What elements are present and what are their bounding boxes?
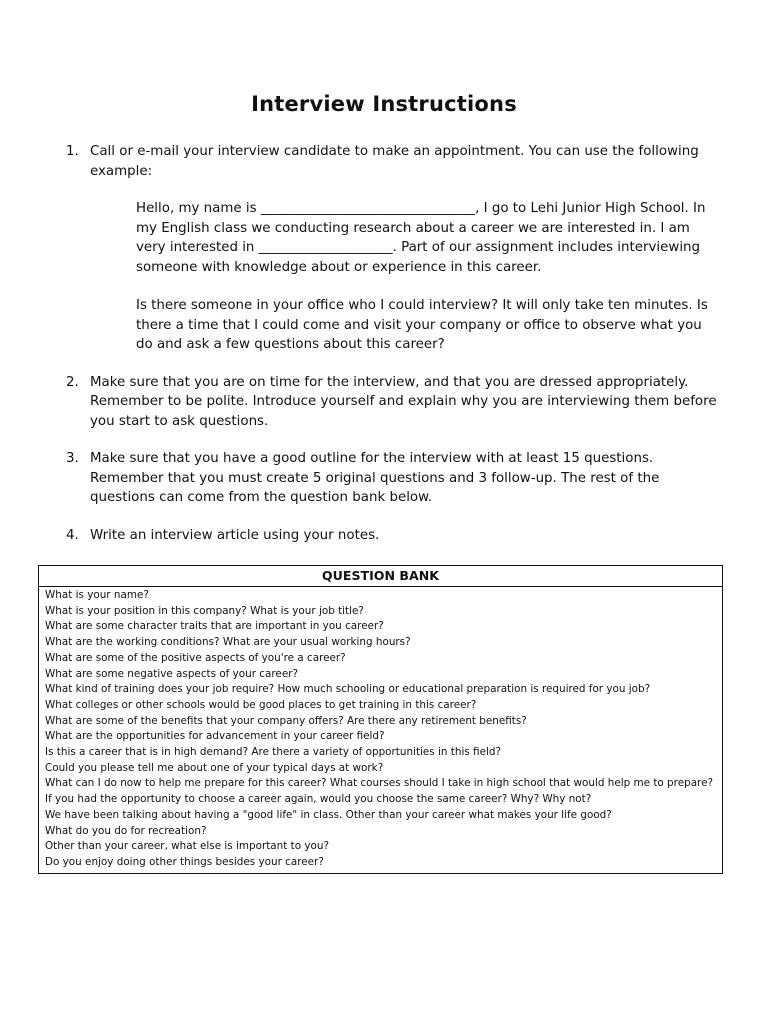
question-item: Is this a career that is in high demand? Are there a variety of opportunities in this field? <box>45 746 501 759</box>
question-item: What colleges or other schools would be good places to get training in this career? <box>45 698 477 711</box>
example-paragraph-2: Is there someone in your office who I could interview? It will only take ten minutes. Is there a time that I could come and visit your company or office to observe what you do and ask a few questions about this career? <box>136 298 708 352</box>
question-list <box>39 587 722 873</box>
question-item: What are the working conditions? What are your usual working hours? <box>45 636 411 649</box>
question-item: What are some of the benefits that your company offers? Are there any retirement benefits? <box>45 714 527 727</box>
step-text: Make sure that you are on time for the interview, and that you are dressed appropriately. Remember to be polite. Introduce yourself and explain why you are interviewing them before you start to ask questions. <box>90 374 717 429</box>
question-item: What are some of the positive aspects of you're a career? <box>45 651 346 664</box>
step-text: Make sure that you have a good outline for the interview with at least 15 questions. Remember that you must create 5 original questions and 3 follow-up. The rest of the questions can come from the question bank below. <box>90 451 660 505</box>
instruction-step-3 <box>66 449 726 508</box>
question-item: What are the opportunities for advancement in your career field? <box>45 730 385 743</box>
page-title: Interview Instructions <box>251 92 517 116</box>
question-bank-heading: QUESTION BANK <box>39 566 722 587</box>
example-script <box>136 199 721 355</box>
step-text: Call or e-mail your interview candidate to make an appointment. You can use the following example: <box>90 144 699 179</box>
step-text: Write an interview article using your notes. <box>90 527 380 543</box>
question-item: What are some negative aspects of your career? <box>45 667 298 680</box>
step-number: 1. <box>66 144 79 159</box>
instruction-step-2 <box>66 373 726 432</box>
step-number: 3. <box>66 451 79 466</box>
question-item: Do you enjoy doing other things besides your career? <box>45 855 324 868</box>
question-item: What do you do for recreation? <box>45 824 207 837</box>
question-item: What can I do now to help me prepare for this career? What courses should I take in high school that would help me to prepare? <box>45 777 714 790</box>
step-number: 2. <box>66 374 79 390</box>
instruction-list <box>66 142 726 563</box>
question-item: If you had the opportunity to choose a career again, would you choose the same career? Why? Why not? <box>45 793 592 806</box>
question-item: What is your position in this company? What is your job title? <box>45 604 364 617</box>
instruction-step-4 <box>66 526 726 546</box>
question-item: What kind of training does your job require? How much schooling or educational preparation is required for you job? <box>45 683 651 696</box>
question-item: Other than your career, what else is important to you? <box>45 840 329 853</box>
question-bank-table <box>38 565 723 874</box>
question-item: We have been talking about having a "good life" in class. Other than your career what makes your life good? <box>45 808 612 821</box>
question-item: What are some character traits that are important in you career? <box>45 620 384 633</box>
step-number: 4. <box>66 527 79 543</box>
example-paragraph-1: Hello, my name is ________________________________, I go to Lehi Junior High School. In my English class we conducting research about a career we are interested in. I am very interested in ____________________. Part of our assignment includes interviewing someone with knowledge about or experience in this career. <box>136 201 706 275</box>
instruction-step-1 <box>66 142 726 355</box>
question-item: What is your name? <box>45 589 149 601</box>
question-item: Could you please tell me about one of your typical days at work? <box>45 761 384 774</box>
